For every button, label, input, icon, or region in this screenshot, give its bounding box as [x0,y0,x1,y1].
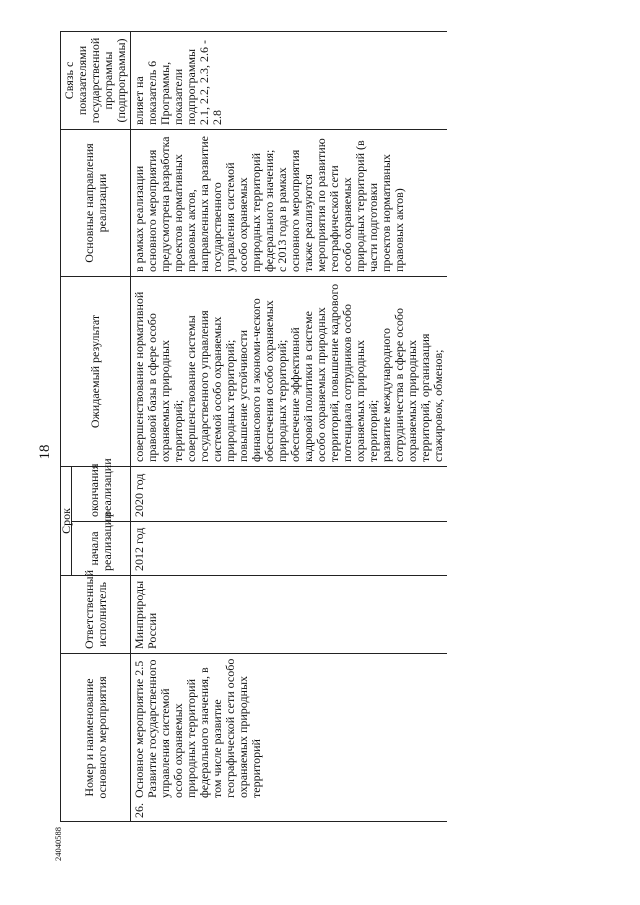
header-term-start: начала реализации [72,522,131,576]
header-term-end: окончания реализации [72,467,131,522]
header-row [61,32,72,822]
link-cell: влияет на показатель 6 Программы, показатели подпрограммы 2.1, 2.2, 2.3, 2.6 - 2.8 [131,32,448,130]
table-row [131,32,448,822]
executor-cell: Минприроды России [131,576,448,654]
header-link: Связь с показателями государственной программы (подпрограммы) [61,32,131,130]
document-id: 24040588 [53,827,63,861]
measures-table [60,31,447,822]
header-measure: Номер и наименование основного мероприятия [61,654,131,822]
header-executor: Ответственный исполнитель [61,576,131,654]
header-directions: Основные направления реализации [61,130,131,277]
measure-name: Основное мероприятие 2.5 Развитие государственного управления системой особо охраняемых природных территорий федерального значения, в том числе развитие географической сети особо охраняемых природных территорий [132,658,263,798]
header-term: Срок [61,467,72,576]
table-rotator [60,32,600,822]
page-number: 18 [37,444,53,460]
directions-cell: в рамках реализации основного мероприятия предусмотрена разработка проектов нормативных правовых актов, направленных на развитие государственного управления системой особо охраняемых природных территорий федерального значения; с 2013 года в рамках основного мероприятия также реализуются мероприятия по развитию географической сети особо охраняемых природных территорий (в части подготовки проектов нормативных правовых актов) [131,130,448,277]
end-cell: 2020 год [131,467,448,522]
result-cell: совершенствование нормативной правовой базы в сфере особо охраняемых природных территорий; совершенствование системы государственного управления системой особо охраняемых природных территорий; повышение устойчивости финансового и экономи-ческого обеспечения особо охраняемых природных территорий; обеспечение эффективной кадровой политики в системе особо охраняемых природных территорий, повышение кадрового потенциала сотрудников особо охраняемых природных территорий; развитие международного сотрудничества в сфере особо охраняемых природных территорий, организация стажировок, обменов; [131,277,448,467]
row-number: 26. [132,803,146,818]
measure-cell [131,654,448,822]
start-cell: 2012 год [131,522,448,576]
header-result: Ожидаемый результат [61,277,131,467]
